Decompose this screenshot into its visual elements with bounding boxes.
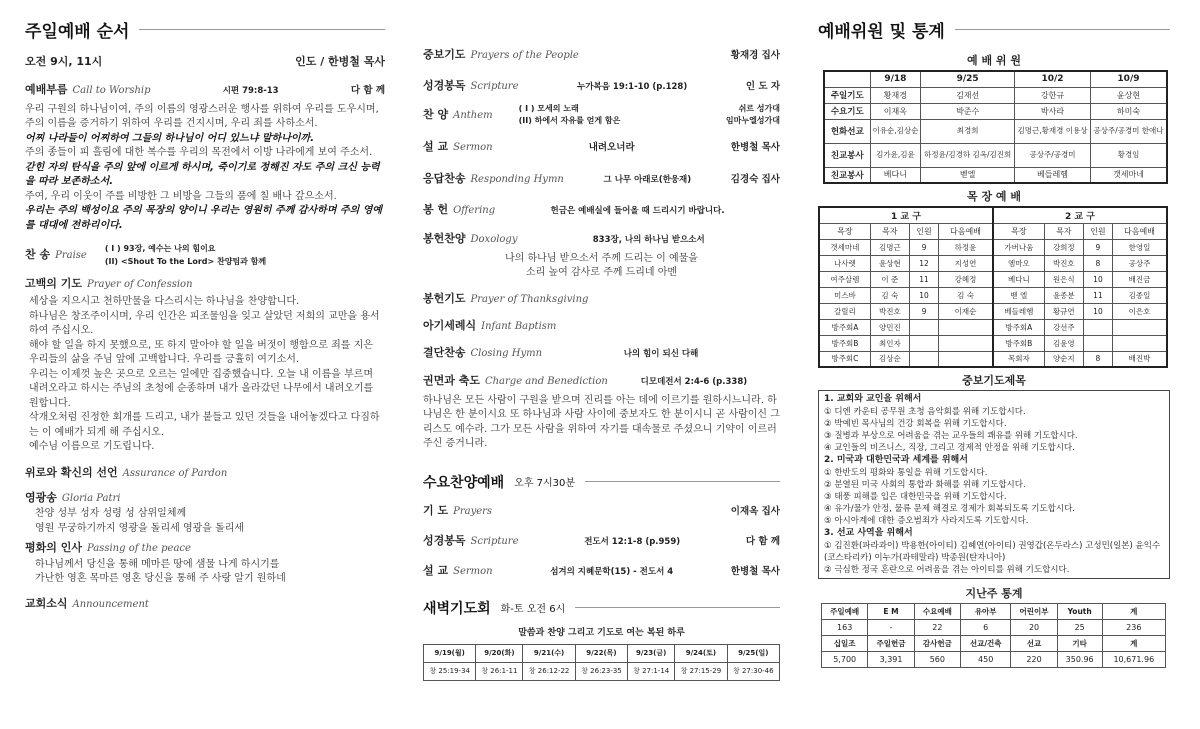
parish-2-header: 2 교 구 [993,207,1167,223]
pastoral-row [819,319,1167,335]
dawn-prayer-table [423,644,780,681]
pastoral-cell: 이재순 [939,303,993,319]
pastoral-cell [1113,335,1167,351]
pastoral-cell: 강희정 [1044,239,1083,255]
dawn-ref-cell: 창 26:12-22 [523,662,575,680]
heading-rule [139,29,385,30]
pastoral-cell: 박진호 [1044,255,1083,271]
pastoral-cell: 엠마오 [993,255,1044,271]
pastoral-cell: 이 준 [870,271,909,287]
order-of-worship-column [25,0,385,611]
staff-cell: 황재경 [870,87,921,103]
pastoral-row [819,239,1167,255]
staff-cell: 벧엘 [921,167,1015,183]
pastoral-cell [1083,319,1112,335]
pastoral-column-header: 목장 [819,223,870,239]
stats-value-cell: 6 [961,620,1011,636]
stats-header-row [822,636,1166,652]
staff-row [824,103,1167,119]
pastoral-cell: 8 [1083,351,1112,367]
sermon-row: 설 교 Sermon 내려오너라 한병철 목사 [423,140,780,154]
staff-row [824,119,1167,143]
intercession-list [818,390,1170,579]
pastoral-cell: 방주회B [993,335,1044,351]
prayer-item: ② 극심한 정국 혼란으로 어려움을 겪는 아이티를 위해 기도합시다. [824,564,1070,575]
stats-header-cell: 십일조 [822,636,868,652]
dawn-date-cell: 9/23(금) [628,644,675,662]
staff-cell: 갯세마네 [1090,167,1167,183]
offering-row: 봉 헌 Offering 헌금은 예배실에 들어올 때 드리시기 바랍니다. [423,203,725,217]
staff-role: 친교봉사 [824,143,870,167]
intercession-title: 중보기도제목 [962,374,1026,387]
pastoral-cell: 박진호 [870,303,909,319]
wednesday-service-heading: 수요찬양예배 오후 7시30분 [423,472,780,492]
stats-value-cell: 20 [1011,620,1057,636]
congregation-response: 갇힌 자의 탄식을 주의 앞에 이르게 하시며, 죽이기로 정해진 자도 주의 크신 능력을 따라 보존하소서. [25,161,380,188]
staff-header-row [824,71,1167,87]
pastoral-cell: 배진박 [1113,351,1167,367]
staff-cell: 김명근,황재경 이용상 [1015,119,1091,143]
confession-paragraph: 우리는 이제껏 높은 곳으로 오르는 일에만 집중했습니다. 오늘 내 이름을 부르며 내려오라고 하시는 주님의 초청에 순종하며 내가 올라갔던 나무에서 내려오기를 원합니다. [29,368,374,409]
stats-header-cell: 수요예배 [914,604,960,620]
pastoral-cell: 김윤영 [1044,335,1083,351]
pastoral-column-header: 다음예배 [939,223,993,239]
dawn-ref-cell: 창 27:30-46 [727,662,779,680]
staff-cell: 황경임 [1090,143,1167,167]
pastoral-cell [939,351,993,367]
call-to-worship-text [25,103,385,234]
staff-cell: 윤상현 [1090,87,1167,103]
pastoral-cell: 양민진 [870,319,909,335]
stats-header-cell: 기타 [1057,636,1102,652]
staff-cell: 이유순,김상순 [870,119,921,143]
pastoral-cell: 갈릴리 [819,303,870,319]
stats-header-cell: 선교/건축 [961,636,1011,652]
wednesday-scripture-row: 성경봉독 Scripture 전도서 12:1-8 (p.959) 다 함 께 [423,534,780,548]
dawn-date-cell: 9/22(목) [575,644,627,662]
pastoral-cell: 지성연 [939,255,993,271]
confession-paragraph: 세상을 지으시고 천하만물을 다스리시는 하나님을 찬양합니다. [29,296,300,308]
pastoral-row [819,255,1167,271]
pastoral-cell [939,335,993,351]
pastoral-column-header: 다음예배 [1113,223,1167,239]
worship-staff-title: 예 배 위 원 [967,54,1021,67]
last-week-stats-title: 지난주 통계 [965,587,1023,601]
dawn-ref-cell: 창 26:1-11 [476,662,523,680]
confession-paragraph: 하나님은 창조주이시며, 우리 인간은 피조물임을 잊고 살았던 저희의 교만을 용서하여 주십시오. [29,310,380,337]
worship-staff-table [823,70,1168,184]
pastoral-row [819,303,1167,319]
pastoral-cell: 양순지 [1044,351,1083,367]
benediction-text: 하나님은 모든 사람이 구원을 받으며 진리를 아는 데에 이르기를 원하시느니라. 하나님은 한 분이시요 또 하나님과 사람 사이에 중보자도 한 분이시니 곧 사람이신 그리스도 예수라. 그가 모든 사람을 위하여 자기를 대속물로 주셨으니 기약이 이르러 주신 증거니라. [423,394,780,450]
confession-text [25,295,385,455]
worship-staff-and-statistics-column [818,0,1170,668]
stats-header-cell: 어린이부 [1011,604,1057,620]
pastoral-cell: 10 [1083,303,1112,319]
stats-header-cell: 선교 [1011,636,1057,652]
pastoral-cell: 11 [909,271,938,287]
gloria-row: 영광송 Gloria Patri [25,491,121,505]
pastoral-cell: 여주살렘 [819,271,870,287]
stats-header-cell: 주일헌금 [868,636,914,652]
stats-value-cell: 236 [1102,620,1165,636]
pastoral-cell: 강선주 [1044,319,1083,335]
dawn-prayer-subtitle: 말씀과 찬양 그리고 기도로 여는 복된 하루 [518,627,685,638]
stats-value-row [822,652,1166,668]
pastoral-cell: 하정윤 [939,239,993,255]
pastoral-cell: 10 [1083,271,1112,287]
pastoral-column-header: 인원 [909,223,938,239]
staff-row [824,87,1167,103]
stats-header-cell: 유아부 [961,604,1011,620]
prayer-item: ① 김진환(파라과이) 박용한(아이티) 김혜연(아이티) 권영갑(온두라스) 고성민(일본) 윤익수(코스타리카) 이누가(과테말라) 박종원(탄자니아) [824,540,1161,563]
pastoral-cell: 한영일 [1113,239,1167,255]
baptism-row: 아기세례식 Infant Baptism [423,319,557,333]
staff-cell: 박사라 [1015,103,1091,119]
staff-cell: 강한규 [1015,87,1091,103]
staff-stats-heading: 예배위원 및 통계 [818,17,1170,42]
pastoral-cell: 나사렛 [819,255,870,271]
dawn-ref-row [424,662,780,680]
staff-cell: 이재옥 [870,103,921,119]
stats-value-cell: 450 [961,652,1011,668]
announcement-row: 교회소식 Announcement [25,596,149,610]
dawn-date-cell: 9/21(수) [523,644,575,662]
pastoral-cell [909,335,938,351]
pardon-row: 위로와 확신의 선언 Assurance of Pardon [25,465,228,479]
pastoral-cell: 공상주 [1113,255,1167,271]
prayer-item: ② 박예빈 목사님의 건강 회복을 위해 기도합시다. [824,418,1007,429]
dawn-date-cell: 9/25(일) [727,644,779,662]
stats-value-cell: 163 [822,620,868,636]
dawn-prayer-heading: 새벽기도회 화-토 오전 6시 [423,598,780,618]
stats-value-cell: 3,391 [868,652,914,668]
pastoral-cell: 방주회B [819,335,870,351]
pastoral-cell: 김종일 [1113,287,1167,303]
service-time-row [25,55,385,69]
pastoral-cell: 갯세마네 [819,239,870,255]
leader-reading: 주의 종들이 피 흘림에 대한 복수를 우리의 목전에서 이방 나라에게 보여 주소서. [25,147,373,159]
doxology-row: 봉헌찬양 Doxology 833장, 나의 하나님 받으소서 [423,232,705,246]
stats-header-cell: 감사헌금 [914,636,960,652]
praise-row: 찬 송 Praise ( I ) 93장, 예수는 나의 힘이요 (II) <Shout To the Lord> 찬양팀과 함께 [25,244,267,266]
pastoral-cell: 10 [909,287,938,303]
pastoral-cell [909,319,938,335]
stats-value-cell: 350.96 [1057,652,1102,668]
prayer-category: 1. 교회와 교인을 위해서 [824,394,922,404]
dawn-ref-cell: 창 27:1-14 [628,662,675,680]
pastoral-row [819,351,1167,367]
staff-date-header: 9/18 [870,71,921,87]
staff-role: 친교봉사 [824,167,870,183]
benediction-row: 권면과 축도 Charge and Benediction 디모데전서 2:4-6 (p.338) [423,373,748,387]
stats-header-cell: 계 [1102,604,1165,620]
leader-reading: 우리 구원의 하나님이여, 주의 이름의 영광스러운 행사를 위하여 우리를 도우시며, 주의 이름을 증거하기 위하여 우리를 건지시며, 우리 죄를 사하소서. [25,103,379,130]
prayer-item: ① 한반도의 평화와 통일을 위해 기도합시다. [824,467,988,478]
stats-value-cell: 5,700 [822,652,868,668]
pastoral-cell: 벧 엘 [993,287,1044,303]
wednesday-prayer-row: 기 도 Prayers 이재옥 집사 [423,503,780,517]
call-to-worship-row: 예배부름 Call to Worship 시편 79:8-13 다 함 께 [25,83,385,97]
confession-paragraph: 삭개오처럼 진정한 회개를 드리고, 내가 붙들고 있던 것들을 내어놓겠다고 다짐하는 이 예배가 되게 해 주십시오. [29,412,380,438]
closing-hymn-row: 결단찬송 Closing Hymn 나의 힘이 되신 다해 [423,346,699,360]
pastoral-cell: 김 숙 [870,287,909,303]
pastoral-cell: 목회자 [993,351,1044,367]
staff-role: 주일기도 [824,87,870,103]
doxology-lyrics: 나의 하나님 받으소서 주께 드리는 이 예물을 소리 높여 감사로 주께 드리네 아멘 [505,252,698,278]
dawn-date-cell: 9/19(월) [424,644,476,662]
stats-value-cell: 560 [914,652,960,668]
staff-role: 수요기도 [824,103,870,119]
pastoral-cell: 방주회A [993,319,1044,335]
prayers-row: 중보기도 Prayers of the People 황재경 집사 [423,48,780,61]
pastoral-cell: 가버나움 [993,239,1044,255]
pastoral-cell: 9 [909,239,938,255]
prayer-item: ③ 태풍 피해를 입은 대한민국을 위해 기도합시다. [824,491,1007,502]
staff-date-header: 9/25 [921,71,1015,87]
dawn-date-row [424,644,780,662]
pastoral-cell: 윤종분 [1044,287,1083,303]
pastoral-cell: 9 [909,303,938,319]
anthem-row: 찬 양 Anthem ( I ) 모세의 노래 (II) 하에서 자유를 얻게 함은 쉬르 성가대 임마누엘성가대 [423,103,780,126]
pastoral-cell: 베들레헴 [993,303,1044,319]
stats-header-cell: 계 [1102,636,1165,652]
confession-paragraph: 예수님 이름으로 기도립니다. [29,441,155,453]
scripture-row: 성경봉독 Scripture 누가복음 19:1-10 (p.128) 인 도 자 [423,79,780,93]
staff-date-header: 10/2 [1015,71,1091,87]
pastoral-cell: 베다니 [993,271,1044,287]
pastoral-column-header: 목자 [870,223,909,239]
pastoral-column-header: 인원 [1083,223,1112,239]
pastoral-cell [1113,319,1167,335]
service-leader: 인도 / 한병철 목사 [295,55,385,68]
dawn-date-cell: 9/20(화) [476,644,523,662]
staff-cell: 공상주/공경미 한애나 [1090,119,1167,143]
prayer-item: ① 디엔 카운티 공무원 초청 음악회를 위해 기도합시다. [824,406,1026,417]
pastoral-cell [1083,335,1112,351]
dawn-ref-cell: 창 27:15-29 [675,662,727,680]
staff-cell: 최경희 [921,119,1015,143]
pastoral-row [819,271,1167,287]
pastoral-row [819,287,1167,303]
last-week-stats-table [821,603,1166,668]
congregation-response: 어찌 나라들이 어찌하여 그들의 하나님이 어디 있느냐 말하나이까. [25,132,314,144]
staff-cell: 하미숙 [1090,103,1167,119]
prayer-category: 3. 선교 사역을 위해서 [824,528,913,539]
service-time: 오전 9시, 11시 [25,55,103,68]
gloria-text: 찬양 성부 성자 성령 성 삼위일체께 영원 무궁하기까지 영광을 돌리세 영광을 돌리세 [35,508,245,534]
pastoral-cell: 김명근 [870,239,909,255]
prayer-item: ④ 교인들의 비즈니스, 직장, 그리고 경제적 안정을 위해 기도합시다. [824,442,1075,453]
pastoral-worship-title: 목 장 예 배 [967,190,1021,203]
prayer-item: ③ 질병과 부상으로 어려움을 겪는 교우들의 쾌유를 위해 기도합시다. [824,430,1078,441]
pastoral-cell: 8 [1083,255,1112,271]
order-of-worship-heading: 주일예배 순서 [25,17,385,42]
staff-cell: 베다니 [870,167,921,183]
stats-value-cell: 10,671.96 [1102,652,1165,668]
pastoral-cell: 황규연 [1044,303,1083,319]
pastoral-cell: 김상순 [870,351,909,367]
stats-header-row [822,604,1166,620]
stats-header-cell: 주일예배 [822,604,868,620]
pastoral-cell [939,319,993,335]
pastoral-cell [909,351,938,367]
staff-role: 헌화선교 [824,119,870,143]
peace-text: 하나님께서 당신을 통해 메마른 땅에 샘물 나게 하시기를 가난한 영혼 목마른 영혼 당신을 통해 주 사랑 알기 원하네 [35,558,286,585]
stats-value-cell: 25 [1057,620,1102,636]
pastoral-cell: 방주회A [819,319,870,335]
leader-reading: 주여, 우리 이웃이 주를 비방한 그 비방을 그들의 품에 칠 배나 갚으소서. [25,190,337,202]
staff-cell: 김재선 [921,87,1015,103]
congregation-response: 우리는 주의 백성이요 주의 목장의 양이니 우리는 영원히 주께 감사하며 주의 영예를 대대에 전하리이다. [25,205,383,231]
thanksgiving-row: 봉헌기도 Prayer of Thanksgiving [423,291,589,305]
confession-paragraph: 해야 할 일을 하지 못했으로, 또 하지 말아야 할 일을 버젓이 행함으로 죄를 지은 우리들의 삶을 주님 앞에 고백합니다. 우리를 긍휼히 여기소서. [29,339,373,366]
confession-row: 고백의 기도 Prayer of Confession [25,276,193,290]
dawn-date-cell: 9/24(토) [675,644,727,662]
stats-value-cell: 220 [1011,652,1057,668]
pastoral-cell: 원은식 [1044,271,1083,287]
dawn-ref-cell: 창 25:19-34 [424,662,476,680]
staff-row [824,143,1167,167]
pastoral-row [819,335,1167,351]
prayer-item: ② 분열된 미국 사회의 통합과 화해를 위해 기도합시다. [824,479,1026,490]
pastoral-cell: 12 [909,255,938,271]
pastoral-cell: 이은호 [1113,303,1167,319]
wednesday-sermon-row: 설 교 Sermon 섬겨의 지혜문학(15) - 전도서 4 한병철 목사 [423,563,780,577]
pastoral-cell: 9 [1083,239,1112,255]
responding-hymn-row: 응답찬송 Responding Hymn 그 나무 아래로(한웅재) 김경숙 집사 [423,171,780,185]
stats-value-row [822,620,1166,636]
staff-cell: 베들레헴 [1015,167,1091,183]
stats-header-cell: E M [868,604,914,620]
prayer-category: 2. 미국과 대한민국과 세계를 위해서 [824,455,968,466]
pastoral-cell: 강혜정 [939,271,993,287]
pastoral-cell: 11 [1083,287,1112,303]
prayer-item: ⑤ 아시아계에 대한 증오범죄가 사라지도록 기도합시다. [824,516,1029,527]
stats-value-cell: - [868,620,914,636]
stats-header-cell: Youth [1057,604,1102,620]
pastoral-cell: 방주회C [819,351,870,367]
pastoral-worship-table [818,206,1168,368]
parish-1-header: 1 교 구 [819,207,993,223]
pastoral-column-header-row [819,223,1167,239]
parish-header-row [819,207,1167,223]
pastoral-cell: 윤상현 [870,255,909,271]
peace-row: 평화의 인사 Passing of the peace [25,541,191,555]
stats-value-cell: 22 [914,620,960,636]
pastoral-cell: 김 숙 [939,287,993,303]
staff-cell: 공상주/공경미 [1015,143,1091,167]
order-of-worship-continued-column [423,0,780,681]
staff-cell: 하정윤/김경하 김옥/김진희 [921,143,1015,167]
pastoral-cell: 미스바 [819,287,870,303]
pastoral-column-header: 목장 [993,223,1044,239]
prayer-item: ④ 유가/물가 안정, 물류 문제 해결로 경제가 회복되도록 기도합시다. [824,503,1075,514]
staff-date-header: 10/9 [1090,71,1167,87]
pastoral-cell: 최인자 [870,335,909,351]
pastoral-column-header: 목자 [1044,223,1083,239]
pastoral-cell: 배진금 [1113,271,1167,287]
staff-cell: 박준수 [921,103,1015,119]
staff-cell: 김가윤,김윤 [870,143,921,167]
dawn-ref-cell: 창 26:23-35 [575,662,627,680]
staff-row [824,167,1167,183]
